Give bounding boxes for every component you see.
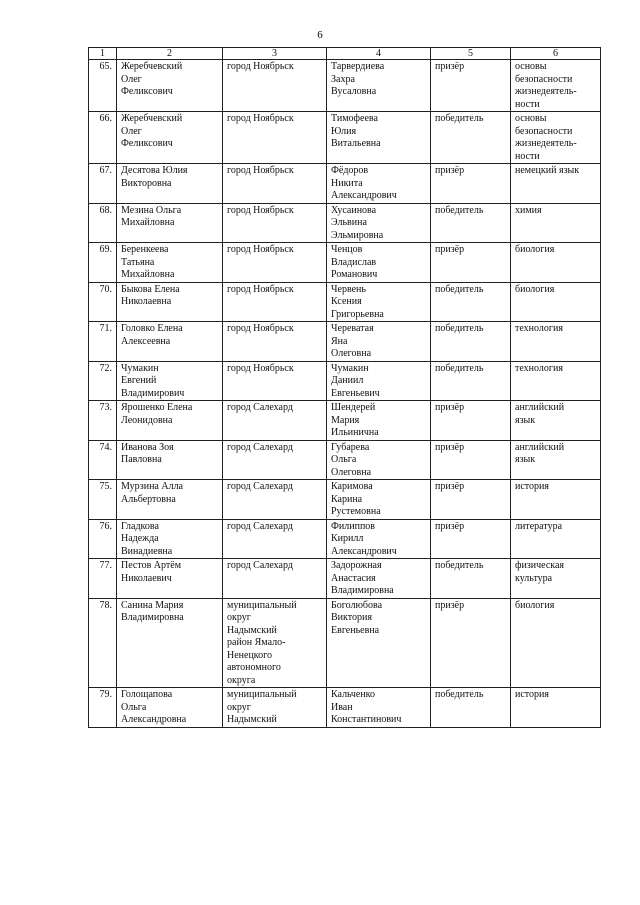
column-header: 3 (223, 48, 327, 60)
municipality-cell (223, 519, 327, 559)
row-number: 78. (99, 599, 112, 611)
subject-cell (511, 322, 601, 362)
header-row (89, 48, 601, 60)
teacher-name: Мезина Ольга Михайловна (121, 204, 182, 228)
table-row (89, 480, 601, 520)
student-name-cell (327, 688, 431, 728)
table-row (89, 203, 601, 243)
row-number-cell (89, 282, 117, 322)
row-number: 70. (99, 283, 112, 295)
result-status: призёр (435, 61, 465, 72)
municipality-cell (223, 598, 327, 688)
student-name-cell (327, 243, 431, 283)
teacher-name: Голощапова Ольга Александровна (121, 689, 187, 725)
teacher-name: Мурзина Алла Альбертовна (121, 481, 183, 505)
subject: биология (515, 599, 555, 611)
result-status-cell (431, 688, 511, 728)
column-header: 1 (89, 48, 117, 60)
row-number: 68. (99, 204, 112, 216)
teacher-name: Иванова Зоя Павловна (121, 441, 174, 465)
row-number: 73. (99, 402, 112, 413)
result-status: победитель (435, 689, 484, 700)
row-number-cell (89, 112, 117, 164)
municipality-cell (223, 688, 327, 728)
table-row (89, 243, 601, 283)
result-status: победитель (435, 113, 484, 124)
subject: биология (515, 283, 555, 295)
municipality-cell (223, 60, 327, 112)
subject-cell (511, 480, 601, 520)
table-row (89, 361, 601, 401)
row-number-cell (89, 440, 117, 480)
subject-cell (511, 60, 601, 112)
student-name-cell (327, 322, 431, 362)
subject: технология (515, 362, 563, 374)
teacher-name-cell (117, 60, 223, 112)
subject-cell (511, 559, 601, 599)
result-status-cell (431, 598, 511, 688)
result-status-cell (431, 361, 511, 401)
table-row (89, 519, 601, 559)
subject-cell (511, 361, 601, 401)
teacher-name: Жеребчевский Олег Феликсович (121, 113, 183, 149)
student-name-cell (327, 440, 431, 480)
result-status: призёр (435, 599, 465, 611)
subject: технология (515, 323, 563, 334)
teacher-name-cell (117, 282, 223, 322)
teacher-name-cell (117, 688, 223, 728)
column-header: 2 (117, 48, 223, 60)
result-status: победитель (435, 323, 484, 334)
student-name-cell (327, 519, 431, 559)
municipality: город Салехард (227, 520, 293, 532)
municipality: город Ноябрьск (227, 283, 294, 295)
municipality-cell (223, 164, 327, 204)
subject-cell (511, 203, 601, 243)
result-status-cell (431, 60, 511, 112)
student-name: Губарева Ольга Олеговна (331, 441, 372, 478)
subject-cell (511, 112, 601, 164)
student-name: Червень Ксения Григорьевна (331, 283, 384, 320)
page-number: 6 (317, 29, 323, 41)
student-name: Кальченко Иван Константинович (331, 689, 402, 725)
student-name: Филиппов Кирилл Александрович (331, 520, 397, 557)
subject-cell (511, 688, 601, 728)
municipality: город Ноябрьск (227, 204, 294, 216)
municipality: город Ноябрьск (227, 362, 294, 374)
teacher-name-cell (117, 164, 223, 204)
result-status-cell (431, 440, 511, 480)
teacher-name-cell (117, 203, 223, 243)
municipality: город Ноябрьск (227, 61, 294, 72)
municipality-cell (223, 322, 327, 362)
municipality: муниципальный округ Надымский (227, 689, 297, 725)
row-number-cell (89, 60, 117, 112)
teacher-name-cell (117, 480, 223, 520)
row-number: 71. (99, 323, 112, 334)
subject-cell (511, 401, 601, 441)
table-row (89, 440, 601, 480)
subject: английский язык (515, 441, 565, 465)
row-number: 75. (99, 481, 112, 492)
row-number: 65. (99, 61, 112, 72)
result-status-cell (431, 322, 511, 362)
subject: основы безопасности жизнедеятель- ности (515, 61, 577, 110)
row-number: 77. (99, 560, 112, 571)
student-name-cell (327, 164, 431, 204)
row-number: 76. (99, 520, 112, 532)
student-name-cell (327, 401, 431, 441)
student-name-cell (327, 203, 431, 243)
result-status: победитель (435, 204, 484, 216)
teacher-name-cell (117, 322, 223, 362)
municipality-cell (223, 203, 327, 243)
column-header: 5 (431, 48, 511, 60)
result-status: победитель (435, 283, 484, 295)
student-name: Фёдоров Никита Александрович (331, 165, 397, 201)
subject-cell (511, 282, 601, 322)
result-status-cell (431, 243, 511, 283)
subject: физическая культура (515, 560, 565, 584)
result-status-cell (431, 164, 511, 204)
teacher-name-cell (117, 559, 223, 599)
municipality-cell (223, 243, 327, 283)
result-status: победитель (435, 362, 484, 374)
table-body (89, 60, 601, 728)
student-name: Ченцов Владислав Романович (331, 244, 378, 280)
municipality-cell (223, 559, 327, 599)
subject-cell (511, 440, 601, 480)
result-status: призёр (435, 402, 465, 413)
student-name: Задорожная Анастасия Владимировна (331, 560, 394, 596)
municipality-cell (223, 480, 327, 520)
table-row (89, 598, 601, 688)
row-number-cell (89, 401, 117, 441)
result-status-cell (431, 480, 511, 520)
result-status-cell (431, 559, 511, 599)
teacher-name: Санина Мария Владимировна (121, 599, 184, 623)
subject: литература (515, 520, 563, 532)
result-status: призёр (435, 481, 465, 492)
municipality-cell (223, 401, 327, 441)
teacher-name-cell (117, 361, 223, 401)
row-number: 67. (99, 165, 112, 176)
subject: химия (515, 204, 542, 216)
row-number: 69. (99, 244, 112, 255)
result-status-cell (431, 401, 511, 441)
municipality: муниципальный округ Надымский район Ямало- Ненецкого автономного округа (227, 599, 297, 686)
student-name-cell (327, 282, 431, 322)
teacher-name-cell (117, 243, 223, 283)
row-number-cell (89, 559, 117, 599)
row-number-cell (89, 688, 117, 728)
row-number: 72. (99, 362, 112, 374)
municipality-cell (223, 112, 327, 164)
municipality: город Ноябрьск (227, 323, 294, 334)
column-header: 4 (327, 48, 431, 60)
municipality: город Салехард (227, 402, 293, 413)
teacher-name: Головко Елена Алексеевна (121, 323, 183, 347)
municipality-cell (223, 361, 327, 401)
teacher-name: Ярошенко Елена Леонидовна (121, 402, 193, 426)
result-status: призёр (435, 244, 465, 255)
subject: биология (515, 244, 555, 255)
teacher-name-cell (117, 112, 223, 164)
municipality: город Ноябрьск (227, 113, 294, 124)
subject: немецкий язык (515, 165, 580, 176)
row-number-cell (89, 203, 117, 243)
table-row (89, 688, 601, 728)
subject-cell (511, 164, 601, 204)
row-number: 79. (99, 689, 112, 700)
student-name-cell (327, 112, 431, 164)
result-status: призёр (435, 520, 465, 532)
student-name-cell (327, 480, 431, 520)
student-name-cell (327, 598, 431, 688)
student-name-cell (327, 559, 431, 599)
municipality: город Ноябрьск (227, 165, 294, 176)
student-name: Тимофеева Юлия Витальевна (331, 113, 381, 149)
student-name-cell (327, 60, 431, 112)
student-name: Шендерей Мария Ильинична (331, 402, 379, 438)
student-name: Боголюбова Виктория Евгеньевна (331, 599, 383, 636)
row-number-cell (89, 519, 117, 559)
teacher-name: Гладкова Надежда Винадиевна (121, 520, 173, 557)
subject-cell (511, 243, 601, 283)
row-number-cell (89, 243, 117, 283)
result-status-cell (431, 203, 511, 243)
municipality-cell (223, 440, 327, 480)
table-row (89, 164, 601, 204)
municipality: город Ноябрьск (227, 244, 294, 255)
table-row (89, 559, 601, 599)
subject-cell (511, 598, 601, 688)
table-row (89, 60, 601, 112)
winners-table (88, 47, 601, 728)
student-name: Каримова Карина Рустемовна (331, 481, 381, 517)
row-number: 74. (99, 441, 112, 453)
table-row (89, 401, 601, 441)
table-row (89, 282, 601, 322)
municipality: город Салехард (227, 481, 293, 492)
teacher-name: Пестов Артём Николаевич (121, 560, 182, 584)
row-number: 66. (99, 113, 112, 124)
column-header: 6 (511, 48, 601, 60)
teacher-name-cell (117, 598, 223, 688)
teacher-name-cell (117, 519, 223, 559)
subject-cell (511, 519, 601, 559)
teacher-name: Беренкеева Татьяна Михайловна (121, 244, 175, 280)
row-number-cell (89, 164, 117, 204)
municipality-cell (223, 282, 327, 322)
row-number-cell (89, 322, 117, 362)
result-status: победитель (435, 560, 484, 571)
student-name: Череватая Яна Олеговна (331, 323, 374, 359)
result-status-cell (431, 282, 511, 322)
subject: английский язык (515, 402, 565, 426)
student-name-cell (327, 361, 431, 401)
student-name: Хусаинова Эльвина Эльмировна (331, 204, 384, 241)
result-status-cell (431, 112, 511, 164)
result-status: призёр (435, 165, 465, 176)
result-status: призёр (435, 441, 465, 453)
student-name: Чумакин Даниил Евгеньевич (331, 362, 380, 399)
row-number-cell (89, 480, 117, 520)
teacher-name: Десятова Юлия Викторовна (121, 165, 188, 189)
teacher-name: Чумакин Евгений Владимирович (121, 362, 185, 399)
result-status-cell (431, 519, 511, 559)
teacher-name-cell (117, 440, 223, 480)
row-number-cell (89, 361, 117, 401)
teacher-name-cell (117, 401, 223, 441)
teacher-name: Жеребчевский Олег Феликсович (121, 61, 183, 97)
table-row (89, 322, 601, 362)
student-name: Тарвердиева Захра Вусаловна (331, 61, 385, 97)
municipality: город Салехард (227, 441, 293, 453)
subject: история (515, 481, 549, 492)
subject: основы безопасности жизнедеятель- ности (515, 113, 577, 162)
teacher-name: Быкова Елена Николаевна (121, 283, 180, 307)
table-row (89, 112, 601, 164)
municipality: город Салехард (227, 560, 293, 571)
subject: история (515, 689, 549, 700)
row-number-cell (89, 598, 117, 688)
